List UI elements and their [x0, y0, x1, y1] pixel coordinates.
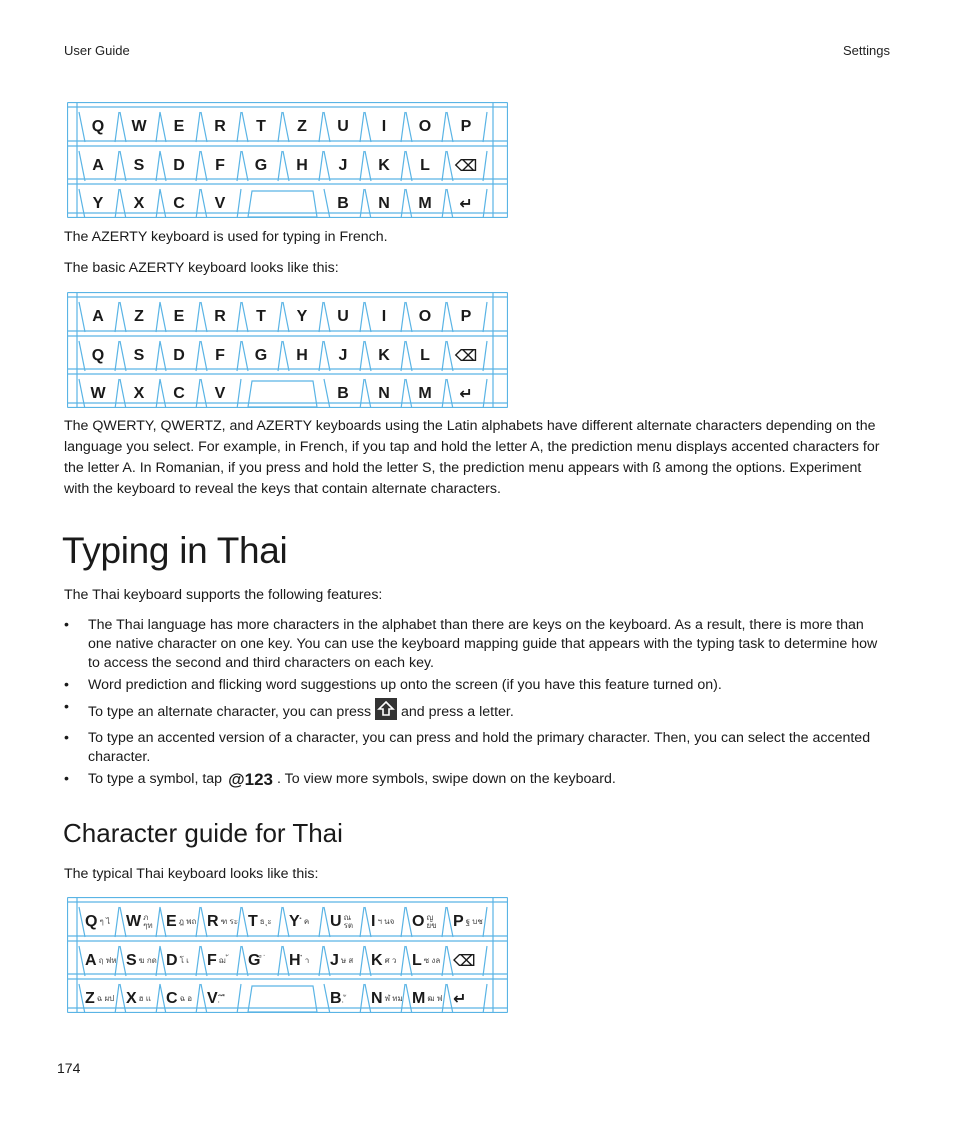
key-x: X ฮ แ — [126, 990, 151, 1007]
key-z: Z — [134, 308, 144, 325]
key-w: W — [90, 385, 106, 402]
key-m: M ฒ ฟ — [412, 990, 443, 1007]
thai-sub-characters: ํ ค — [301, 917, 310, 926]
list-item: • To type an accented version of a character, you can press and hold the primary character. Then, you can select the accented character. — [64, 730, 871, 765]
key-j: J ษ ส — [330, 952, 354, 969]
thai-intro: The Thai keyboard supports the following features: — [64, 587, 383, 603]
page-number: 174 — [57, 1060, 81, 1076]
list-item: • To type an alternate character, you can press and press a letter. — [64, 698, 890, 726]
key-p: P ฐ บช — [453, 913, 483, 930]
key-r: R ฑ ระ — [207, 913, 239, 930]
thai-sub-characters: ซ งล — [423, 956, 441, 965]
key-f: F ฌ ้ — [207, 952, 229, 969]
key-i: I — [381, 308, 387, 325]
key-d: D โ เ — [166, 952, 189, 969]
key-a: A ฤ ฟห — [85, 952, 117, 969]
key-z: Z ฉ ผป — [85, 990, 115, 1007]
key-l: L — [420, 157, 430, 174]
key-f: F — [215, 157, 225, 174]
key-y: Y — [296, 308, 308, 325]
list-item: • Word prediction and flicking word suggestions up onto the screen (if you have this feature turned on). — [64, 677, 722, 693]
key-f: F — [215, 347, 225, 364]
key-b: B — [337, 195, 349, 212]
key-w: W — [131, 118, 147, 135]
key-w: W ภ ๆท — [122, 907, 158, 937]
key-l: L — [420, 347, 430, 364]
thai-typical: The typical Thai keyboard looks like this: — [64, 866, 319, 882]
key-k: K — [378, 347, 390, 364]
azerty-basic: The basic AZERTY keyboard looks like this: — [64, 260, 339, 276]
thai-sub-characters: ฮ แ — [138, 994, 151, 1003]
key-a: A — [92, 308, 104, 325]
shift-icon — [375, 698, 397, 726]
key-e: E ฎ พถ — [166, 913, 197, 930]
thai-sub-characters: ฉ อ — [179, 994, 193, 1003]
key-i: I — [381, 118, 387, 135]
backspace-icon: ⌫ — [453, 953, 476, 970]
enter-icon: ↵ — [459, 196, 473, 213]
key-b: B — [337, 385, 349, 402]
key-n: N ฬ ทม — [371, 990, 403, 1007]
enter-icon: ↵ — [459, 386, 473, 403]
key-k: K — [378, 157, 390, 174]
thai-sub-characters: ฤ ฟห — [98, 956, 117, 965]
thai-sub-characters: ฑ ระ — [220, 917, 239, 926]
list-item: • To type a symbol, tap @123 . To view more symbols, swipe down on the keyboard. — [64, 770, 616, 789]
key-j: J — [338, 157, 348, 174]
key-m: M — [418, 385, 432, 402]
key-c: C — [173, 385, 185, 402]
key-u: U — [337, 308, 349, 325]
header-right: Settings — [843, 43, 890, 58]
key-c: C ฉ อ — [166, 990, 193, 1007]
key-h: H ๋ า — [289, 952, 310, 969]
key-e: E — [173, 308, 185, 325]
key-k: K ศ ว — [371, 952, 397, 969]
key-x: X — [133, 385, 145, 402]
key-c: C — [173, 195, 185, 212]
thai-sub-characters: ฎ พถ — [178, 917, 197, 926]
key-n: N — [378, 195, 390, 212]
key-a: A — [92, 157, 104, 174]
key-u: U — [337, 118, 349, 135]
feature-list — [64, 616, 890, 792]
azerty-keyboard-image — [67, 292, 508, 408]
key-z: Z — [297, 118, 307, 135]
key-i: I ฯ นจ — [371, 913, 395, 930]
key-v: V ฺ ิ ื — [207, 990, 226, 1007]
thai-sub-characters: ฯ นจ — [377, 917, 395, 926]
backspace-icon: ⌫ — [454, 158, 478, 175]
key-t: T — [256, 118, 266, 135]
thai-sub-characters: ฺ ั — [343, 994, 347, 1003]
key-v: V — [214, 385, 226, 402]
latin-paragraph: The QWERTY, QWERTZ, and AZERTY keyboards using the Latin alphabets have different alternate characters depending on the language you select. For example, in French, if you tap and hold the letter A, the prediction menu displays accented characters for the letter A. In Romanian, if you press and hold the letter S, the prediction menu appears with ß among the options. Experiment with the keyboard to reveal the keys that contain alternate characters. — [64, 418, 880, 497]
key-s: S — [133, 157, 145, 174]
thai-sub-characters: ญ ยข — [426, 913, 437, 930]
key-y: Y ํ ค — [289, 913, 310, 930]
key-r: R — [214, 118, 226, 135]
thai-sub-characters: ๋ า — [302, 956, 310, 965]
thai-sub-characters: ฐ บช — [465, 917, 483, 926]
key-l: L ซ งล — [412, 952, 441, 969]
thai-sub-characters: ภ ๆท — [143, 913, 153, 930]
thai-sub-characters: ๆ ไ — [99, 917, 110, 926]
list-item: • The Thai language has more characters in the alphabet than there are keys on the keyboard. As a result, there is more than one native character on one key. You can use the keyboard mapping guide that appears with the typing task to determine how to access the second and third characters on each key. — [64, 617, 878, 671]
thai-sub-characters: โ เ — [179, 956, 189, 965]
key-n: N — [378, 385, 390, 402]
key-e: E — [173, 118, 185, 135]
key-d: D — [173, 157, 185, 174]
key-q: Q — [91, 118, 105, 135]
page-title: Typing in Thai — [62, 530, 288, 571]
key-y: Y — [92, 195, 104, 212]
key-g: G — [254, 347, 268, 364]
key-v: V — [214, 195, 226, 212]
key-g: G ็ ่ — [248, 952, 266, 969]
key-s: S ฆ กด — [126, 952, 157, 969]
thai-sub-characters: ฆ กด — [138, 956, 157, 965]
qwertz-keyboard-image — [67, 102, 508, 218]
thai-sub-characters: ษ ส — [340, 956, 354, 965]
key-u: U ณ รต — [326, 907, 362, 937]
key-o: O ญ ยข — [408, 907, 444, 937]
key-t: T — [256, 308, 266, 325]
key-g: G — [254, 157, 268, 174]
thai-sub-characters: ฉ ผป — [96, 994, 115, 1003]
symbol-key-icon: @123 — [228, 770, 274, 789]
thai-sub-characters: ธ ุะ — [259, 917, 272, 926]
section-title: Character guide for Thai — [63, 818, 343, 848]
key-t: T ธ ุะ — [248, 913, 272, 930]
key-o: O — [418, 118, 432, 135]
key-q: Q ๆ ไ — [85, 913, 110, 930]
key-o: O — [418, 308, 432, 325]
key-s: S — [133, 347, 145, 364]
azerty-intro: The AZERTY keyboard is used for typing in French. — [64, 229, 388, 245]
thai-sub-characters: ็ ่ — [262, 956, 266, 965]
key-m: M — [418, 195, 432, 212]
key-h: H — [296, 347, 308, 364]
key-x: X — [133, 195, 145, 212]
key-r: R — [214, 308, 226, 325]
thai-keyboard-image — [67, 897, 508, 1013]
key-j: J — [338, 347, 348, 364]
key-p: P — [460, 118, 472, 135]
thai-sub-characters: ฺ ิ ื — [219, 994, 226, 1003]
header-left: User Guide — [64, 43, 130, 58]
thai-sub-characters: ฬ ทม — [384, 994, 403, 1003]
thai-sub-characters: ฌ ้ — [218, 956, 229, 965]
key-d: D — [173, 347, 185, 364]
thai-sub-characters: ศ ว — [384, 956, 397, 965]
key-h: H — [296, 157, 308, 174]
key-q: Q — [91, 347, 105, 364]
enter-icon: ↵ — [453, 991, 467, 1008]
key-p: P — [460, 308, 472, 325]
thai-sub-characters: ณ รต — [343, 913, 354, 930]
thai-sub-characters: ฒ ฟ — [427, 994, 443, 1003]
backspace-icon: ⌫ — [454, 348, 478, 365]
key-b: B ฺ ั — [330, 990, 347, 1007]
